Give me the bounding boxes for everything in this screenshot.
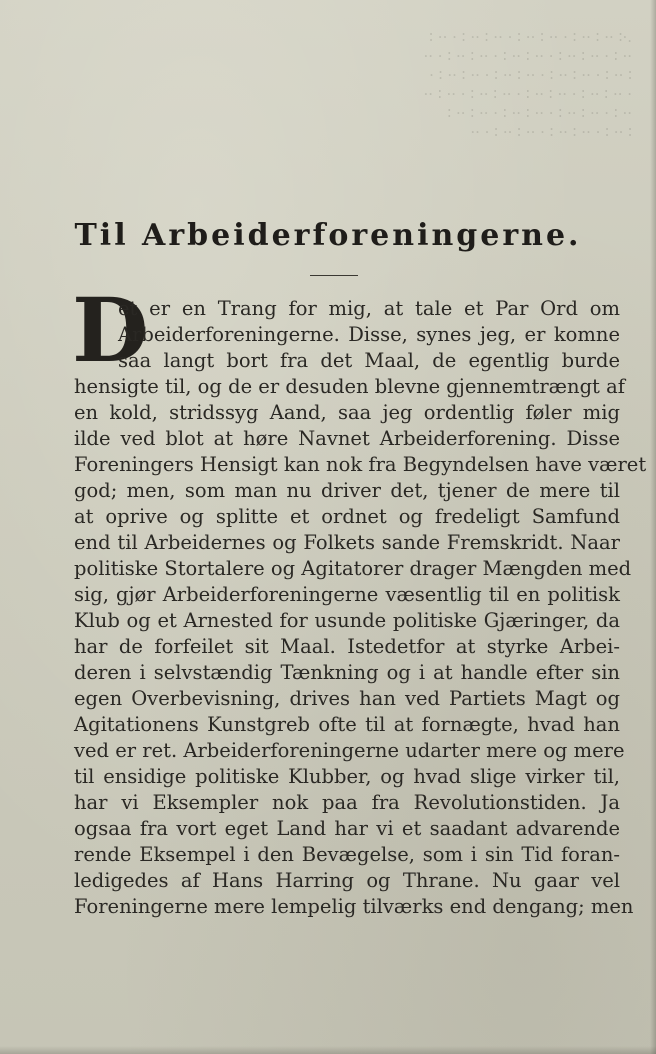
text-line: hensigte til, og de er desuden blevne gjennemtrængt af — [74, 375, 625, 398]
text-line: Arbeiderforeningerne. Disse, synes jeg, er komne — [118, 323, 620, 346]
drop-cap: D — [72, 278, 149, 382]
text-line: et er en Trang for mig, at tale et Par Ord om — [118, 297, 620, 320]
page-edge-shadow — [650, 0, 656, 1054]
text-line: deren i selvstændig Tænkning og i at handle efter sin — [74, 661, 620, 684]
text-line: til ensidige politiske Klubber, og hvad slige virker til, — [74, 765, 620, 788]
text-line: Klub og et Arnested for usunde politiske Gjæringer, da — [74, 609, 620, 632]
text-line: en kold, stridssyg Aand, saa jeg ordentlig føler mig — [74, 401, 620, 424]
text-line: end til Arbeidernes og Folkets sande Fremskridt. Naar — [74, 531, 620, 554]
text-line: Agitationens Kunstgreb ofte til at fornægte, hvad han — [74, 713, 620, 736]
text-line: sig, gjør Arbeiderforeningerne væsentlig til en politisk — [74, 583, 620, 606]
text-line: politiske Stortalere og Agitatorer drager Mængden med — [74, 557, 632, 580]
text-line: rende Eksempel i den Bevægelse, som i sin Tid foran- — [74, 843, 620, 866]
chapter-heading: Til Arbeiderforeningerne. — [74, 218, 582, 253]
bleed-through-text: .·∶ ·· ∶ ·· ∶ · ·· ∶ ·· ∶ · ·· ∶ ·· ∶ · ·· ∶ ·· ∶ · ·· ∶ ·· ∶ · ·· ∶ ·· ∶ · ·· ∶ ·· ∶ · ·· ∶ ·· ∶ · ·· ∶ ·· ∶ · ·· ∶ ·· ∶ · ·· ∶ ·· ∶ · · ·· ∶ ·· ∶ · ·· ∶ ·· ∶ · ·· ∶ ·· ∶ · ·· ∶ ·· ·· ∶ · ·· ∶ ·· ∶ · ·· ∶ ·· ∶ · ·· ∶ ·· ∶ ∶ ·· ∶ · ·· ∶ ·· ∶ · ·· ∶ ·· ∶ · ·· — [423, 28, 632, 141]
text-line: ved er ret. Arbeiderforeningerne udarter mere og mere — [74, 739, 625, 762]
text-line: Foreningerne mere lempelig tilværks end dengang; men — [74, 895, 634, 918]
text-line: har vi Eksempler nok paa fra Revolutionstiden. Ja — [74, 791, 620, 814]
heading-rule — [310, 275, 358, 276]
text-line: ledigedes af Hans Harring og Thrane. Nu gaar vel — [74, 869, 620, 892]
text-line: har de forfeilet sit Maal. Istedetfor at styrke Arbei- — [74, 635, 620, 658]
text-line: saa langt bort fra det Maal, de egentlig burde — [118, 349, 620, 372]
text-line: ogsaa fra vort eget Land har vi et saadant advarende — [74, 817, 620, 840]
text-line: at oprive og splitte et ordnet og fredeligt Samfund — [74, 505, 620, 528]
text-line: ilde ved blot at høre Navnet Arbeiderforening. Disse — [74, 427, 620, 450]
text-line: god; men, som man nu driver det, tjener de mere til — [74, 479, 620, 502]
text-line: Foreningers Hensigt kan nok fra Begyndelsen have været — [74, 453, 647, 476]
page-bottom-shadow — [0, 1046, 656, 1054]
text-line: egen Overbevisning, drives han ved Partiets Magt og — [74, 687, 620, 710]
